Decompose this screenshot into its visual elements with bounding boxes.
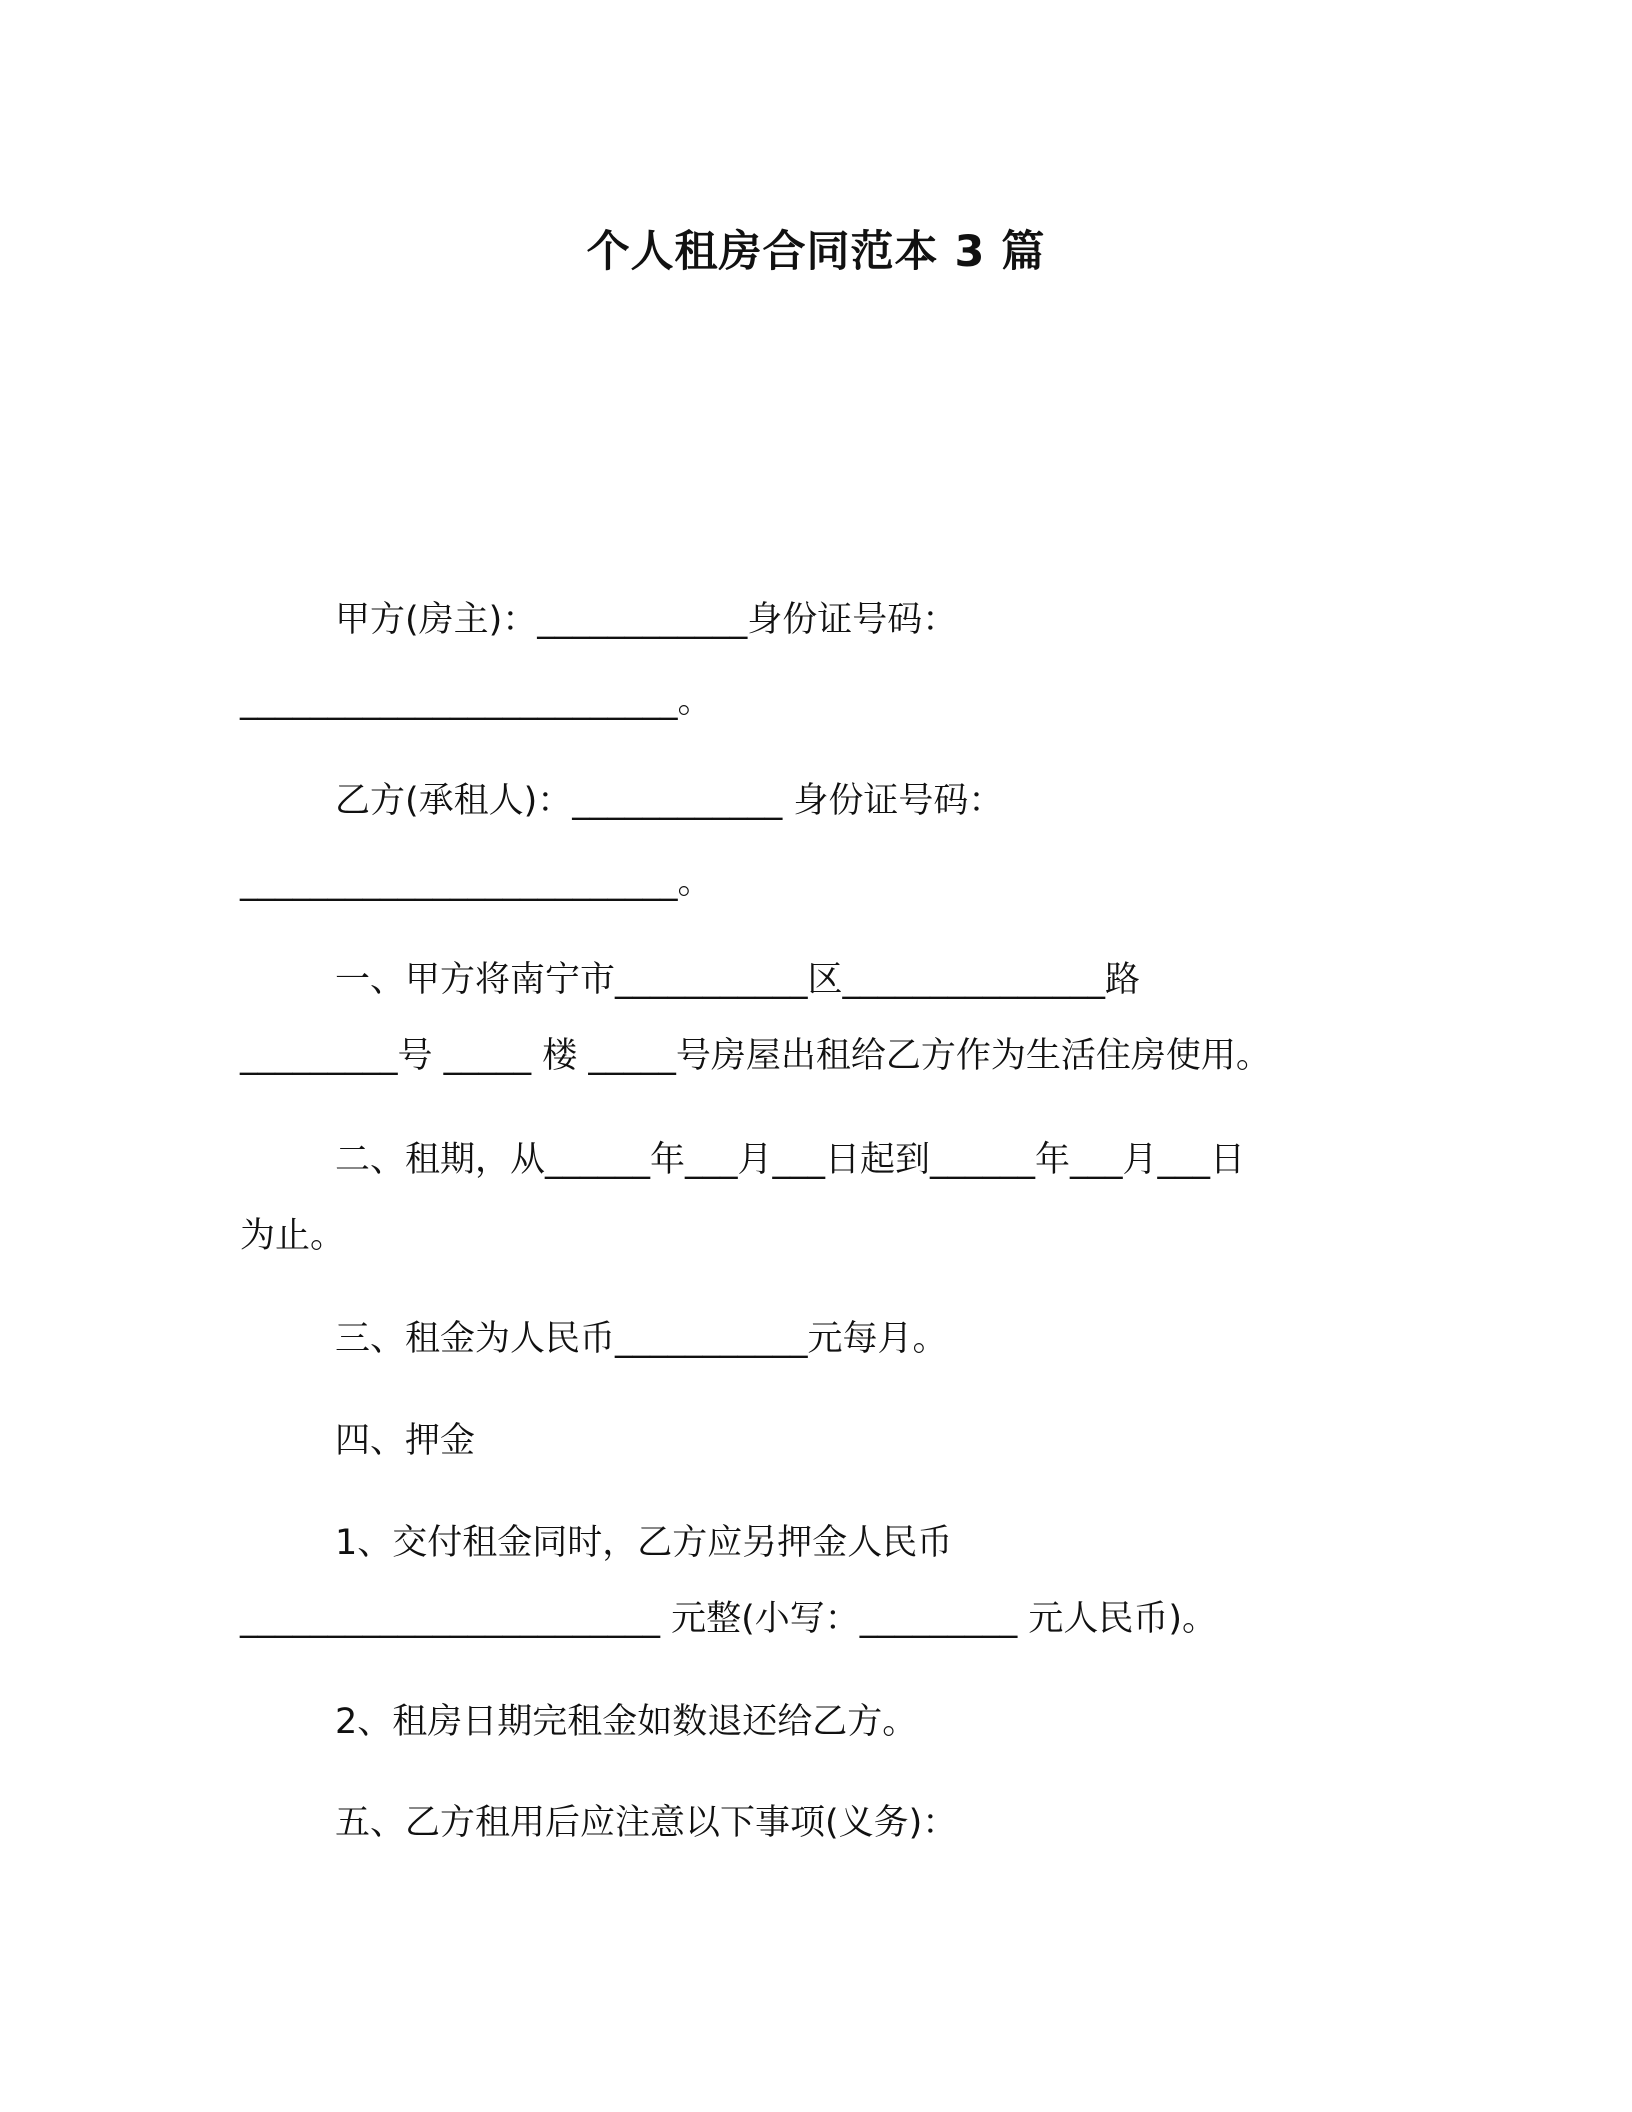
clause-3-line: 三、租金为人民币___________元每月。 bbox=[335, 1319, 948, 1359]
party-b-line: 乙方(承租人)：____________ 身份证号码： bbox=[335, 781, 1004, 821]
document-title: 个人租房合同范本 3 篇 bbox=[586, 227, 1046, 277]
clause-4-item-1-line-2: ________________________ 元整(小写：_________ 元人民币)。 bbox=[240, 1599, 1218, 1639]
clause-4-item-2-line: 2、租房日期完租金如数退还给乙方。 bbox=[335, 1702, 918, 1742]
party-a-id-line: _________________________。 bbox=[240, 681, 713, 721]
party-b-id-line: _________________________。 bbox=[240, 862, 713, 902]
clause-5-heading: 五、乙方租用后应注意以下事项(义务)： bbox=[335, 1803, 958, 1843]
clause-4-item-1-line-1: 1、交付租金同时，乙方应另押金人民币 bbox=[335, 1523, 953, 1563]
clause-2-line-1: 二、租期，从______年___月___日起到______年___月___日 bbox=[335, 1140, 1246, 1180]
clause-1-line-2: _________号 _____ 楼 _____号房屋出租给乙方作为生活住房使用。 bbox=[240, 1036, 1271, 1076]
party-a-line: 甲方(房主)：____________身份证号码： bbox=[335, 600, 958, 640]
clause-2-line-2: 为止。 bbox=[240, 1216, 346, 1256]
clause-4-heading: 四、押金 bbox=[335, 1421, 476, 1461]
clause-1-line-1: 一、甲方将南宁市___________区_______________路 bbox=[335, 960, 1141, 1000]
